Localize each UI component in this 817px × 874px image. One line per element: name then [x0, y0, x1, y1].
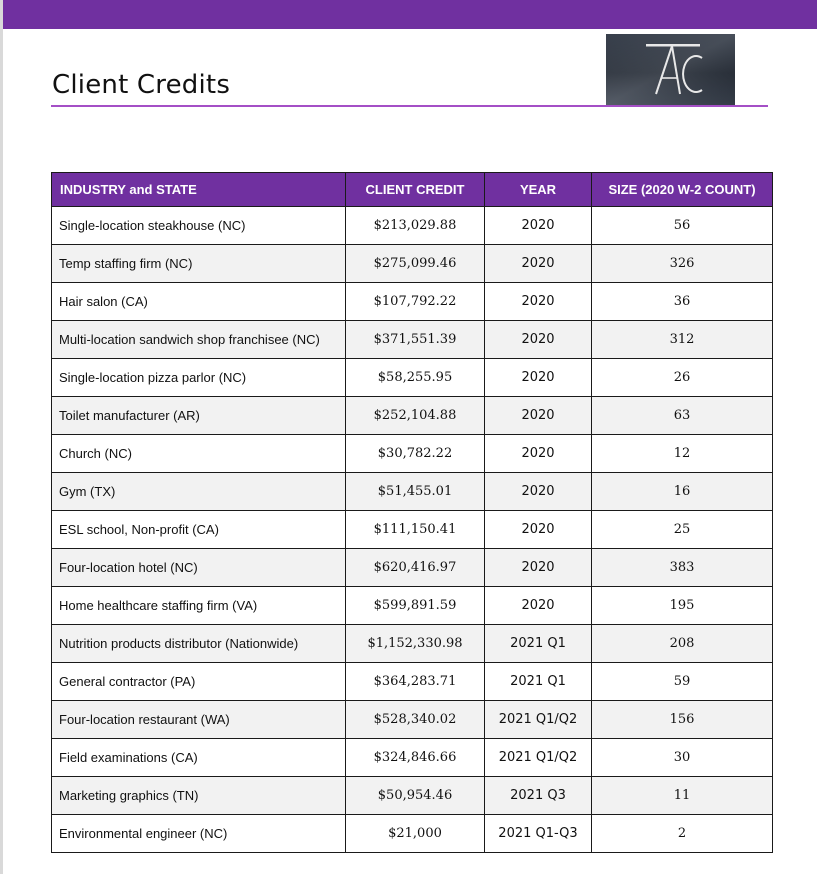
table-row	[52, 701, 773, 739]
table-row	[52, 777, 773, 815]
cell-year: 2021 Q1-Q3	[485, 815, 592, 853]
cell-industry: Toilet manufacturer (AR)	[52, 397, 346, 435]
cell-client-credit: $58,255.95	[346, 359, 485, 397]
cell-size: 25	[592, 511, 773, 549]
cell-size: 56	[592, 207, 773, 245]
cell-size: 312	[592, 321, 773, 359]
cell-year: 2020	[485, 549, 592, 587]
table-row	[52, 321, 773, 359]
table-row	[52, 283, 773, 321]
cell-size: 208	[592, 625, 773, 663]
cell-industry: General contractor (PA)	[52, 663, 346, 701]
cell-year: 2020	[485, 473, 592, 511]
cell-client-credit: $620,416.97	[346, 549, 485, 587]
cell-industry: Four-location restaurant (WA)	[52, 701, 346, 739]
header-band	[3, 0, 817, 29]
cell-year: 2021 Q1/Q2	[485, 701, 592, 739]
table-row	[52, 359, 773, 397]
cell-year: 2020	[485, 283, 592, 321]
cell-client-credit: $364,283.71	[346, 663, 485, 701]
table-row	[52, 625, 773, 663]
cell-client-credit: $324,846.66	[346, 739, 485, 777]
cell-industry: Hair salon (CA)	[52, 283, 346, 321]
table-body	[52, 207, 773, 853]
cell-client-credit: $107,792.22	[346, 283, 485, 321]
cell-client-credit: $50,954.46	[346, 777, 485, 815]
cell-industry: Temp staffing firm (NC)	[52, 245, 346, 283]
cell-size: 383	[592, 549, 773, 587]
cell-year: 2020	[485, 321, 592, 359]
cell-size: 326	[592, 245, 773, 283]
cell-size: 156	[592, 701, 773, 739]
cell-client-credit: $213,029.88	[346, 207, 485, 245]
cell-client-credit: $252,104.88	[346, 397, 485, 435]
cell-client-credit: $30,782.22	[346, 435, 485, 473]
cell-industry: Single-location pizza parlor (NC)	[52, 359, 346, 397]
cell-industry: Multi-location sandwich shop franchisee (NC)	[52, 321, 346, 359]
cell-year: 2021 Q1/Q2	[485, 739, 592, 777]
cell-year: 2021 Q3	[485, 777, 592, 815]
table-row	[52, 739, 773, 777]
table-header-row	[52, 173, 773, 207]
table-row	[52, 511, 773, 549]
cell-industry: Single-location steakhouse (NC)	[52, 207, 346, 245]
cell-industry: Marketing graphics (TN)	[52, 777, 346, 815]
cell-client-credit: $275,099.46	[346, 245, 485, 283]
cell-client-credit: $111,150.41	[346, 511, 485, 549]
cell-client-credit: $371,551.39	[346, 321, 485, 359]
cell-size: 2	[592, 815, 773, 853]
table-row	[52, 397, 773, 435]
cell-client-credit: $599,891.59	[346, 587, 485, 625]
cell-industry: Field examinations (CA)	[52, 739, 346, 777]
table-row	[52, 245, 773, 283]
table-row	[52, 473, 773, 511]
column-header-credit: CLIENT CREDIT	[346, 173, 485, 207]
cell-year: 2020	[485, 397, 592, 435]
table-row	[52, 815, 773, 853]
cell-size: 11	[592, 777, 773, 815]
column-header-year: YEAR	[485, 173, 592, 207]
table-row	[52, 663, 773, 701]
table-row	[52, 207, 773, 245]
logo-mark	[606, 34, 735, 105]
cell-size: 16	[592, 473, 773, 511]
table-row	[52, 435, 773, 473]
cell-year: 2021 Q1	[485, 625, 592, 663]
cell-size: 26	[592, 359, 773, 397]
cell-industry: Home healthcare staffing firm (VA)	[52, 587, 346, 625]
cell-industry: Four-location hotel (NC)	[52, 549, 346, 587]
page-left-edge	[0, 0, 3, 874]
cell-year: 2021 Q1	[485, 663, 592, 701]
cell-size: 63	[592, 397, 773, 435]
cell-industry: ESL school, Non-profit (CA)	[52, 511, 346, 549]
cell-industry: Environmental engineer (NC)	[52, 815, 346, 853]
cell-industry: Church (NC)	[52, 435, 346, 473]
cell-size: 12	[592, 435, 773, 473]
cell-year: 2020	[485, 207, 592, 245]
table-row	[52, 549, 773, 587]
column-header-industry: INDUSTRY and STATE	[52, 173, 346, 207]
column-header-size: SIZE (2020 W-2 COUNT)	[592, 173, 773, 207]
cell-size: 195	[592, 587, 773, 625]
cell-size: 36	[592, 283, 773, 321]
cell-size: 59	[592, 663, 773, 701]
cell-year: 2020	[485, 245, 592, 283]
cell-year: 2020	[485, 511, 592, 549]
client-credits-table	[51, 172, 773, 853]
cell-year: 2020	[485, 435, 592, 473]
cell-client-credit: $21,000	[346, 815, 485, 853]
title-divider	[51, 105, 768, 107]
cell-industry: Nutrition products distributor (Nationwide)	[52, 625, 346, 663]
cell-size: 30	[592, 739, 773, 777]
cell-client-credit: $51,455.01	[346, 473, 485, 511]
cell-client-credit: $528,340.02	[346, 701, 485, 739]
cell-industry: Gym (TX)	[52, 473, 346, 511]
company-logo	[606, 34, 735, 105]
cell-year: 2020	[485, 587, 592, 625]
page-title: Client Credits	[52, 70, 231, 100]
table-row	[52, 587, 773, 625]
cell-client-credit: $1,152,330.98	[346, 625, 485, 663]
cell-year: 2020	[485, 359, 592, 397]
